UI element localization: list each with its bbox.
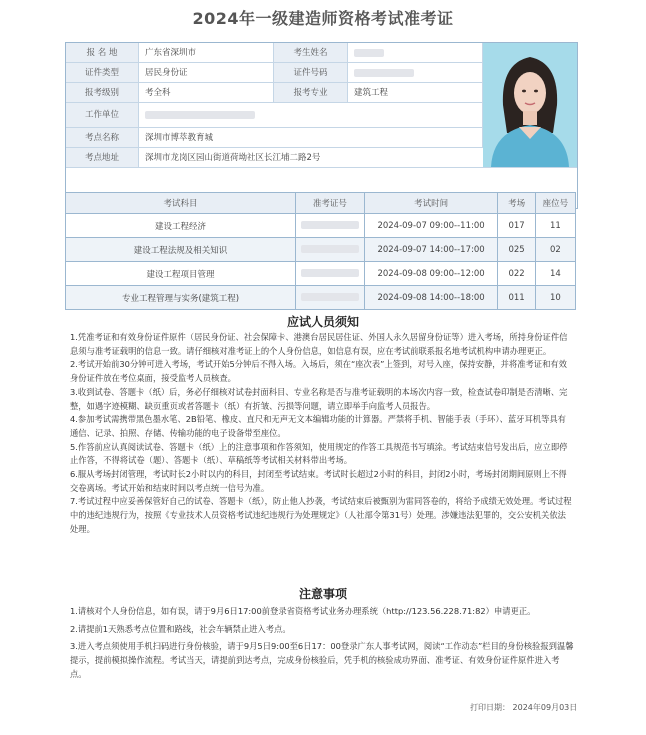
note-item: 2.请提前1天熟悉考点位置和路线，社会车辆禁止进入考点。 [70,623,291,634]
info-label: 考点名称 [66,128,139,148]
subject-cell: 建设工程法规及相关知识 [66,238,296,262]
info-label: 考点地址 [66,148,139,168]
notes-title: 注意事项 [298,587,347,601]
page-title: 2024年一级建造师资格考试准考证 [192,9,454,28]
seat-cell: 11 [535,214,575,238]
rule-item: 7.考试过程中应妥善保管好自己的试卷、答题卡（纸），防止他人抄袭，考试结束后被甄别为雷同答卷的，将给予成绩无效处理。考试过程中的违纪违规行为，按照《专业技术人员资格考试违纪违规行为处理规定》（人社部令第31号）处理。涉嫌违法犯罪的，交公安机关依法处理。 [70,496,572,534]
column-header: 座位号 [535,193,575,214]
seat-cell: 10 [535,286,575,310]
room-cell: 022 [498,262,535,286]
column-header: 考试时间 [364,193,498,214]
subject-cell: 专业工程管理与实务(建筑工程) [66,286,296,310]
person-photo-icon [483,43,577,167]
info-label: 报考级别 [66,83,139,103]
info-value: 建筑工程 [348,83,483,103]
info-label: 报考专业 [274,83,348,103]
exam-schedule-table [65,192,576,310]
info-label: 证件类型 [66,63,139,83]
info-value-blurred [348,43,483,63]
rule-item: 4.参加考试需携带黑色墨水笔、2B铅笔、橡皮、直尺和无声无文本编辑功能的计算器。严禁将手机、智能手表（手环）、蓝牙耳机等具有通信、记录、拍照、存储、传输功能的电子设备带至座位。 [70,414,566,438]
rule-item: 6.服从考场封闭管理，考试时长2小时以内的科目，封闭至考试结束。考试时长超过2小时的科目，封闭2小时，考场封闭期间原则上不得交卷离场。考试开始和结束时间以考点统一信号为准。 [70,469,567,493]
column-header: 考场 [498,193,535,214]
candidate-photo [483,43,577,167]
info-value: 广东省深圳市 [139,43,274,63]
table-row [66,262,576,286]
time-cell: 2024-09-08 14:00--18:00 [364,286,498,310]
info-value: 居民身份证 [139,63,274,83]
seat-cell: 14 [535,262,575,286]
ticket-cell-blurred [296,286,365,310]
rule-item: 2.考试开始前30分钟可进入考场，考试开始5分钟后不得入场。入场后，须在“座次表”上签到，对号入座，保持安静，并将准考证和有效身份证件放在考位桌面，接受监考人员核查。 [70,359,567,384]
print-date: 打印日期： 2024年09月03日 [470,703,578,712]
room-cell: 025 [498,238,535,262]
notes-list [70,605,574,682]
table-header-row [66,193,576,214]
note-item: 1.请核对个人身份信息，如有误，请于9月6日17:00前登录省资格考试业务办理系统（http://123.56.228.71:82）申请更正。 [70,606,536,616]
rule-item: 5.作答前应认真阅读试卷、答题卡（纸）上的注意事项和作答须知，使用规定的作答工具规范书写填涂。考试结束信号发出后，应立即停止作答，不得将试卷（题）、答题卡（纸）、草稿纸等考试相关材料带出考场。 [70,441,568,466]
column-header: 考试科目 [66,193,296,214]
time-cell: 2024-09-07 14:00--17:00 [364,238,498,262]
table-row [66,286,576,310]
time-cell: 2024-09-07 09:00--11:00 [364,214,498,238]
info-label: 考生姓名 [274,43,348,63]
column-header: 准考证号 [296,193,365,214]
info-value: 深圳市博萃教育城 [139,128,483,148]
info-value: 考全科 [139,83,274,103]
subject-cell: 建设工程项目管理 [66,262,296,286]
info-label: 报 名 地 [66,43,139,63]
room-cell: 017 [498,214,535,238]
info-value-blurred [348,63,483,83]
ticket-cell-blurred [296,238,365,262]
note-item: 3.进入考点须使用手机扫码进行身份核验，请于9月5日9:00至6日17：00登录广东人事考试网，阅读“工作动态”栏目的身份核验报到温馨提示，提前模拟操作流程。考试当天，请提前到达考点，完成身份核验后，凭手机的核验成功界面、准考证、有效身份证件原件进入考点。 [70,641,574,679]
info-value-blurred [139,103,483,128]
ticket-cell-blurred [296,214,365,238]
table-row [66,214,576,238]
rule-item: 3.收到试卷、答题卡（纸）后，务必仔细核对试卷封面科目、专业名称是否与准考证载明的本场次内容一致，检查试卷印制是否清晰、完整，如遇字迹模糊、缺页重页或者答题卡（纸）有折皱、污损等问题，请立即举手向监考人员报告。 [70,386,568,411]
ticket-cell-blurred [296,262,365,286]
info-label: 证件号码 [274,63,348,83]
candidate-info-block [65,42,578,209]
info-label: 工作单位 [66,103,139,128]
rule-item: 1.凭准考证和有效身份证件原件（居民身份证、社会保障卡、港澳台居民居住证、外国人永久居留身份证等）进入考场，所持身份证件信息须与准考证载明的信息一致。请仔细核对准考证上的个人身份信息，如信息有误，应在考试前联系报名地考试机构申请办理更正。 [70,332,568,356]
room-cell: 011 [498,286,535,310]
table-row [66,238,576,262]
subject-cell: 建设工程经济 [66,214,296,238]
info-value: 深圳市龙岗区园山街道荷坳社区长江埔二路2号 [139,148,577,168]
time-cell: 2024-09-08 09:00--12:00 [364,262,498,286]
seat-cell: 02 [535,238,575,262]
rules-title: 应试人员须知 [286,315,359,329]
rules-list [70,331,574,537]
